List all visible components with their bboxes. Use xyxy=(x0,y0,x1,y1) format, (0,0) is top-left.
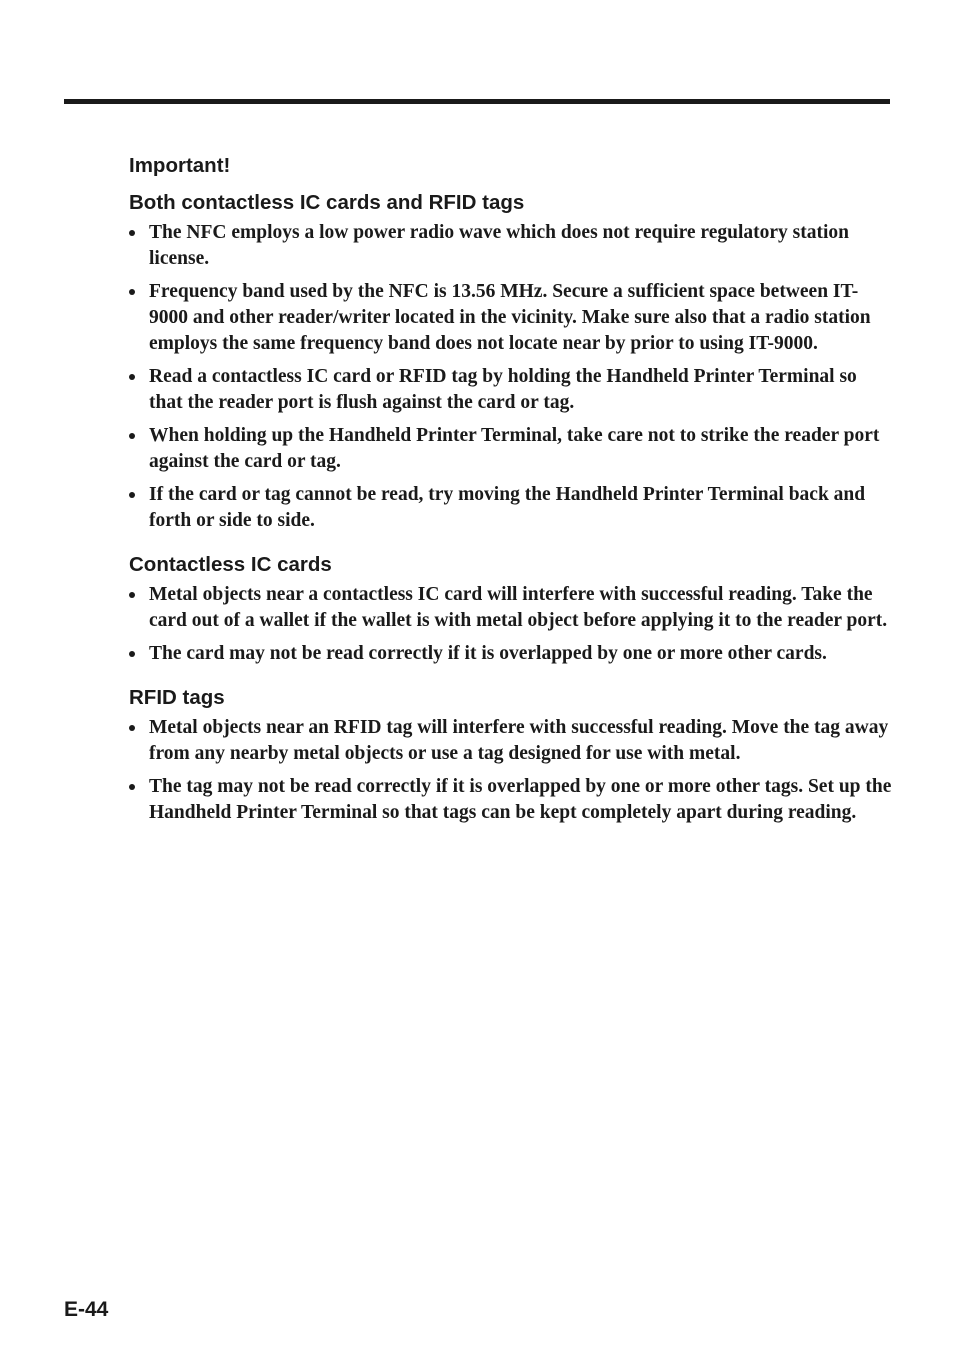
important-heading: Important! xyxy=(129,154,231,177)
list-item-text: The NFC employs a low power radio wave which does not require regulatory station license. xyxy=(149,222,850,269)
page-number: E-44 xyxy=(64,1298,109,1321)
section-heading-ic-cards: Contactless IC cards xyxy=(129,553,332,576)
list-item-text: Frequency band used by the NFC is 13.56 MHz. Secure a sufficient space between IT-9000 and other reader/writer located in the vicinity. Make sure also that a radio station employs the same frequency band does not locate near by prior to using IT-9000. xyxy=(149,281,871,354)
list-item xyxy=(129,582,894,634)
bullet-list-both xyxy=(129,220,894,534)
list-item-text: Metal objects near an RFID tag will interfere with successful reading. Move the tag away from any nearby metal objects or use a tag designed for use with metal. xyxy=(149,717,889,764)
list-item xyxy=(129,715,894,767)
bullet-dot-icon xyxy=(129,374,135,380)
bullet-dot-icon xyxy=(129,784,135,790)
list-item xyxy=(129,774,894,826)
list-item xyxy=(129,423,894,475)
bullet-list-rfid-tags xyxy=(129,715,894,826)
bullet-dot-icon xyxy=(129,592,135,598)
section-heading-rfid-tags: RFID tags xyxy=(129,686,225,709)
list-item-text: Read a contactless IC card or RFID tag by holding the Handheld Printer Terminal so that the reader port is flush against the card or tag. xyxy=(149,366,857,413)
list-item-text: The card may not be read correctly if it is overlapped by one or more other cards. xyxy=(149,643,827,664)
list-item xyxy=(129,482,894,534)
list-item xyxy=(129,220,894,272)
list-item-text: When holding up the Handheld Printer Terminal, take care not to strike the reader port against the card or tag. xyxy=(149,425,880,472)
bullet-dot-icon xyxy=(129,289,135,295)
bullet-dot-icon xyxy=(129,651,135,657)
bullet-dot-icon xyxy=(129,433,135,439)
bullet-dot-icon xyxy=(129,725,135,731)
list-item-text: The tag may not be read correctly if it is overlapped by one or more other tags. Set up the Handheld Printer Terminal so that tags can be kept completely apart during reading. xyxy=(149,776,892,823)
list-item xyxy=(129,279,894,357)
list-item-text: Metal objects near a contactless IC card will interfere with successful reading. Take the card out of a wallet if the wallet is with metal object before applying it to the reader port. xyxy=(149,584,888,631)
bullet-dot-icon xyxy=(129,492,135,498)
section-heading-both: Both contactless IC cards and RFID tags xyxy=(129,191,525,214)
page-content xyxy=(129,150,894,833)
list-item xyxy=(129,641,894,667)
list-item xyxy=(129,364,894,416)
header-rule xyxy=(64,99,890,104)
bullet-list-ic-cards xyxy=(129,582,894,667)
list-item-text: If the card or tag cannot be read, try moving the Handheld Printer Terminal back and forth or side to side. xyxy=(149,484,866,531)
bullet-dot-icon xyxy=(129,230,135,236)
